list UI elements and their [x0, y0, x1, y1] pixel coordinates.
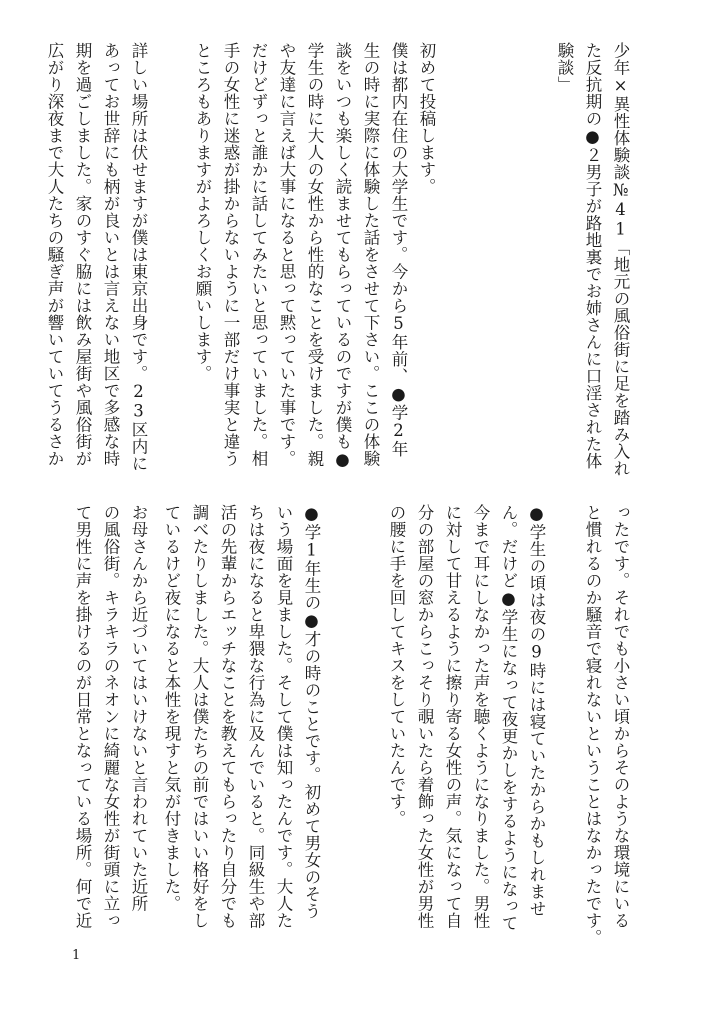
story-title: 少年×異性体験談№41「地元の風俗街に足を踏み入れ た反抗期の●２男子が路地裏でお姉さんに口淫された体 験談」 — [555, 42, 630, 477]
body-paragraph-intro: 初めて投稿します。 僕は都内在住の大学生です。今から5年前、●学2年 生の時に実際に体験した話をさせて下さい。ここの体験 談をいつも楽しく読ませてもらっているのですが僕も● 学生の時に大人の女性から性的なことを受けました。親 や友達に言えば大事になると思って黙っていた事です。 だけどずっと誰かに話してみたいと思っていました。相 手の女性に迷惑が掛からないように一部だけ事実と違う ところもありますがよろしくお願いします。 — [193, 42, 436, 470]
body-paragraph-location: 詳しい場所は伏せますが僕は東京出身です。23区内に あってお世辞にも柄が良いとは言えない地区で多感な時 期を過ごしました。家のすぐ脇には飲み屋街や風俗街が 広がり深夜まで大人たちの騒ぎ声が響いていてうるさか — [45, 42, 148, 472]
page-number: 1 — [72, 948, 81, 963]
body-paragraph-first-sighting: ●学1年生の●才の時のことです。初めて男女のそう いう場面を見ました。そして僕は知ったんです。大人た ちは夜になると卑猥な行為に及んでいると。同級生や部 活の先輩からエッチなことを教えてもらったり自分でも 調べたりしました。大人は僕たちの前ではいい格好をし ているけど夜になると本性を現すと気が付きました。 — [162, 504, 321, 929]
body-paragraph-red-light-district: お母さんから近づいてはいけないと言われていた近所 の風俗街。キラキラのネオンに綺麗な女性が街頭に立っ て男性に声を掛けるのが日常となっている場所。何で近 — [73, 504, 148, 929]
body-paragraph-night-voices: ったです。それでも小さい頃からそのような環境にいる と慣れるのか騒音で寝れないということはなかったです。 ●学生の頃は夜の9時には寝ていたからかもしれませ ん。だけど●学生になって夜更かしをするようになって 今まで耳にしなかった声を聴くようになりました。男性 に対して甘えるように擦り寄る女性の声。気になって自 分の部屋の窓からこっそり覗いたら着飾った女性が男性 の腰に手を回してキスをしていたんです。 — [387, 504, 630, 946]
